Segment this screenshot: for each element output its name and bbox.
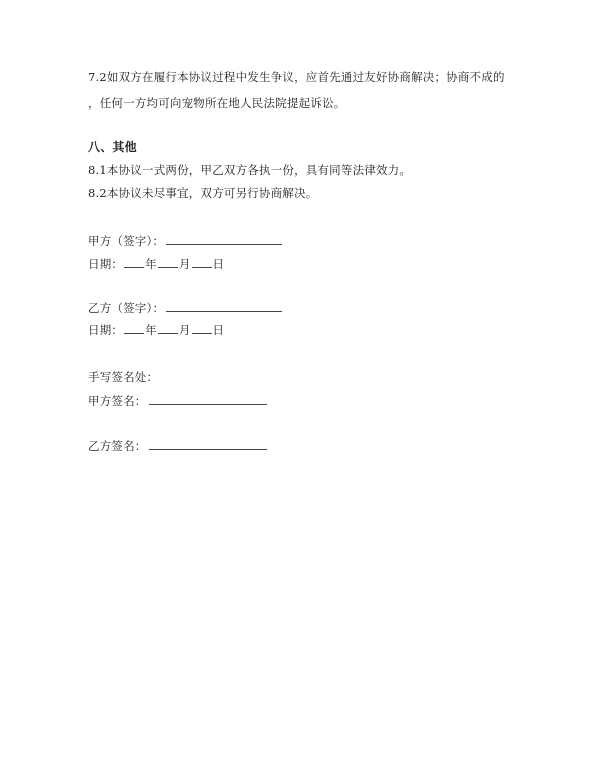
party-b-day-field[interactable] [192, 322, 212, 334]
party-a-month-unit: 月 [178, 257, 191, 271]
party-b-year-field[interactable] [124, 322, 144, 334]
handwritten-party-a-label: 甲方签名： [88, 394, 147, 408]
party-a-date-label: 日期： [88, 257, 124, 271]
party-a-signature-field[interactable] [166, 233, 282, 245]
party-a-day-field[interactable] [192, 256, 212, 268]
handwritten-party-a-field[interactable] [149, 393, 267, 405]
clause-8-1: 8.1本协议一式两份，甲乙双方各执一份，具有同等法律效力。 [88, 163, 412, 177]
party-a-year-field[interactable] [124, 256, 144, 268]
clause-8-2: 8.2本协议未尽事宜，双方可另行协商解决。 [88, 186, 318, 200]
party-b-signature-field[interactable] [166, 300, 282, 312]
party-b-date-row [88, 322, 224, 337]
party-b-month-field[interactable] [158, 322, 178, 334]
clause-7-2-line-1: 7.2如双方在履行本协议过程中发生争议，应首先通过友好协商解决；协商不成的 [88, 70, 505, 84]
party-b-day-unit: 日 [212, 323, 225, 337]
party-a-date-row [88, 256, 224, 271]
party-b-signature-row [88, 300, 282, 315]
party-a-day-unit: 日 [212, 257, 225, 271]
section-8-heading: 八、其他 [88, 140, 137, 154]
party-a-year-unit: 年 [145, 257, 157, 271]
party-a-month-field[interactable] [158, 256, 178, 268]
party-a-sign-label: 甲方（签字）： [88, 234, 165, 248]
handwritten-signature-title: 手写签名处： [88, 370, 159, 384]
handwritten-party-b-row [88, 438, 267, 453]
clause-7-2-line-2: ，任何一方均可向宠物所在地人民法院提起诉讼。 [88, 96, 346, 110]
handwritten-party-b-field[interactable] [149, 438, 267, 450]
party-b-date-label: 日期： [88, 323, 124, 337]
handwritten-party-a-row [88, 393, 267, 408]
handwritten-party-b-label: 乙方签名： [88, 439, 147, 453]
party-a-signature-row [88, 233, 282, 248]
party-b-year-unit: 年 [145, 323, 157, 337]
party-b-month-unit: 月 [178, 323, 191, 337]
party-b-sign-label: 乙方（签字）： [88, 301, 165, 315]
